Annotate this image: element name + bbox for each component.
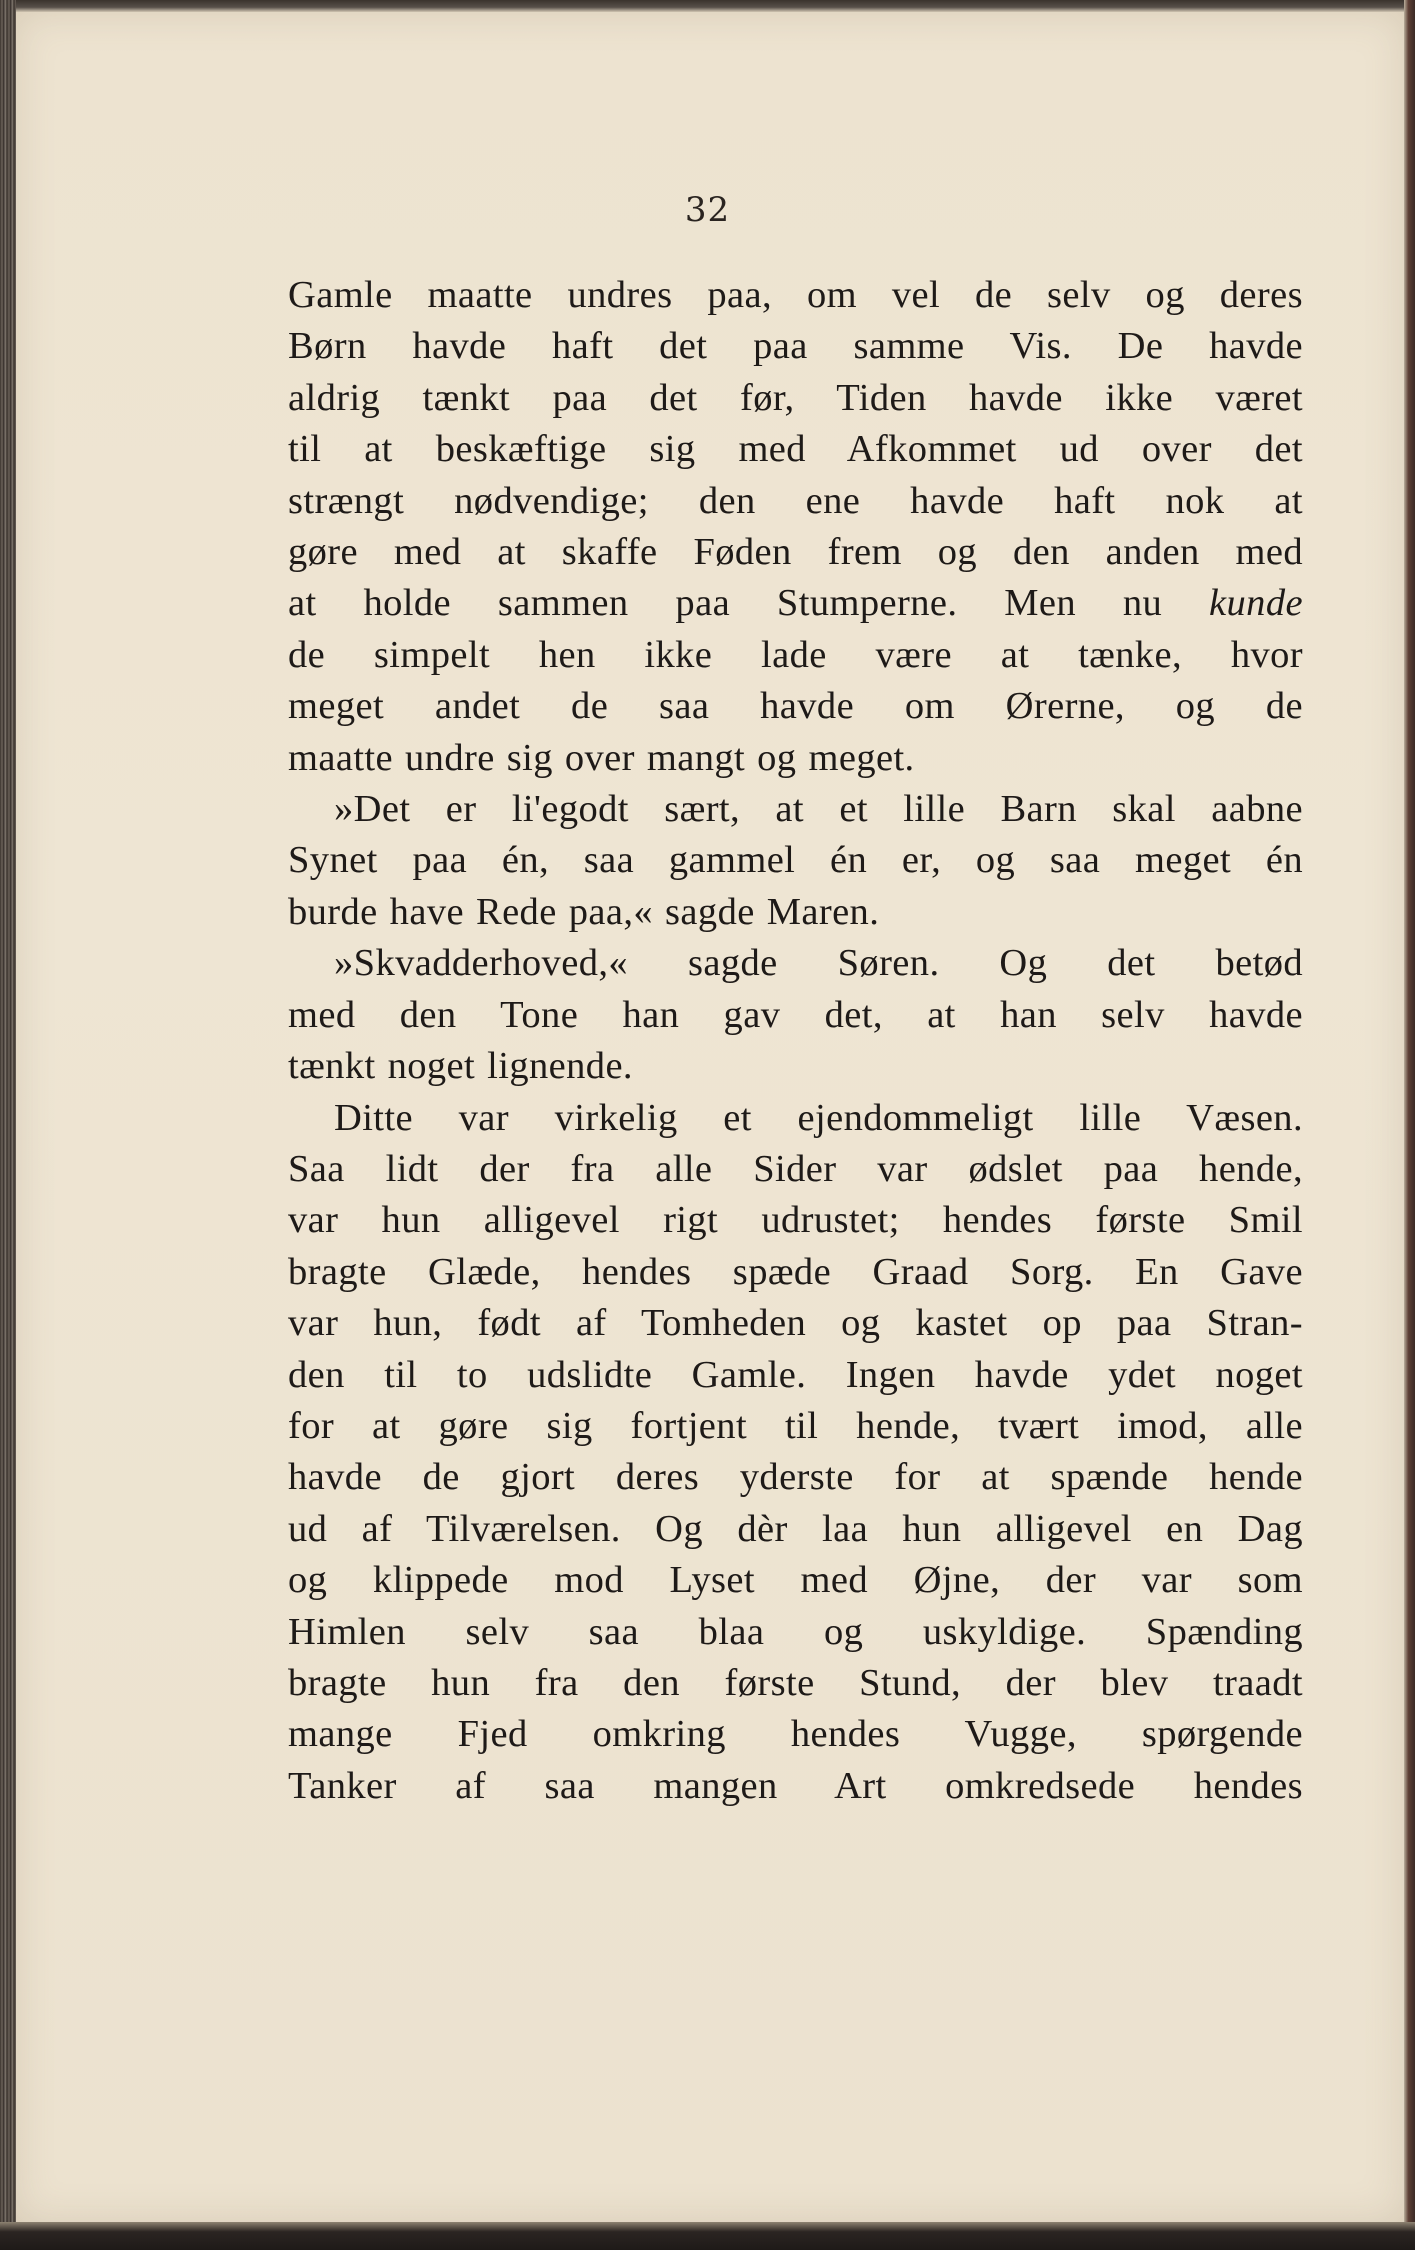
text-line: [288, 578, 1303, 629]
text-line: ud af Tilværelsen. Og dèr laa hun alligevel en Dag: [288, 1507, 1303, 1550]
text-line: Tanker af saa mangen Art omkredsede hendes: [288, 1764, 1303, 1807]
text-line: Børn havde haft det paa samme Vis. De havde: [288, 325, 1303, 368]
text-line: »Skvadderhoved,« sagde Søren. Og det betød: [334, 942, 1303, 985]
text-line: tænkt noget lignende.: [288, 1045, 633, 1088]
text-line: var hun alligevel rigt udrustet; hendes første Smil: [288, 1199, 1303, 1242]
text-line: mange Fjed omkring hendes Vugge, spørgende: [288, 1713, 1303, 1756]
text-line: »Det er li'egodt sært, at et lille Barn skal aabne: [334, 788, 1303, 831]
italic-word: kunde: [1209, 582, 1303, 625]
text-line: de simpelt hen ikke lade være at tænke, hvor: [288, 633, 1303, 676]
text-line: Ditte var virkelig et ejendommeligt lille Væsen.: [334, 1096, 1303, 1139]
book-binding-edge: [0, 0, 16, 2250]
text-line: med den Tone han gav det, at han selv havde: [288, 993, 1303, 1036]
text-line: var hun, født af Tomheden og kastet op paa Stran-: [288, 1302, 1303, 1345]
text-segment: at holde sammen paa Stumperne. Men nu: [288, 582, 1163, 625]
text-line: bragte hun fra den første Stund, der blev traadt: [288, 1661, 1303, 1704]
text-line: strængt nødvendige; den ene havde haft nok at: [288, 479, 1303, 522]
text-line: burde have Rede paa,« sagde Maren.: [288, 890, 880, 933]
text-line: gøre med at skaffe Føden frem og den anden med: [288, 531, 1303, 574]
text-line: for at gøre sig fortjent til hende, tvært imod, alle: [288, 1404, 1303, 1447]
page-number: 32: [684, 190, 731, 230]
text-line: bragte Glæde, hendes spæde Graad Sorg. En Gave: [288, 1250, 1303, 1293]
text-line: Saa lidt der fra alle Sider var ødslet paa hende,: [288, 1147, 1303, 1190]
top-page-edge: [16, 0, 1415, 12]
body-text: [288, 270, 1303, 1812]
text-line: havde de gjort deres yderste for at spænde hende: [288, 1456, 1303, 1499]
text-line: Himlen selv saa blaa og uskyldige. Spænding: [288, 1610, 1303, 1653]
text-line: Gamle maatte undres paa, om vel de selv og deres: [288, 274, 1303, 316]
text-line: den til to udslidte Gamle. Ingen havde ydet noget: [288, 1353, 1303, 1396]
text-line: meget andet de saa havde om Ørerne, og de: [288, 685, 1303, 728]
text-line: Synet paa én, saa gammel én er, og saa meget én: [288, 839, 1303, 882]
text-line: til at beskæftige sig med Afkommet ud over det: [288, 428, 1303, 471]
text-line: aldrig tænkt paa det før, Tiden havde ikke været: [288, 376, 1303, 419]
text-line: maatte undre sig over mangt og meget.: [288, 736, 915, 779]
text-line: og klippede mod Lyset med Øjne, der var som: [288, 1559, 1303, 1602]
right-page-edge: [1404, 0, 1415, 2250]
bottom-page-edge: [0, 2222, 1415, 2250]
